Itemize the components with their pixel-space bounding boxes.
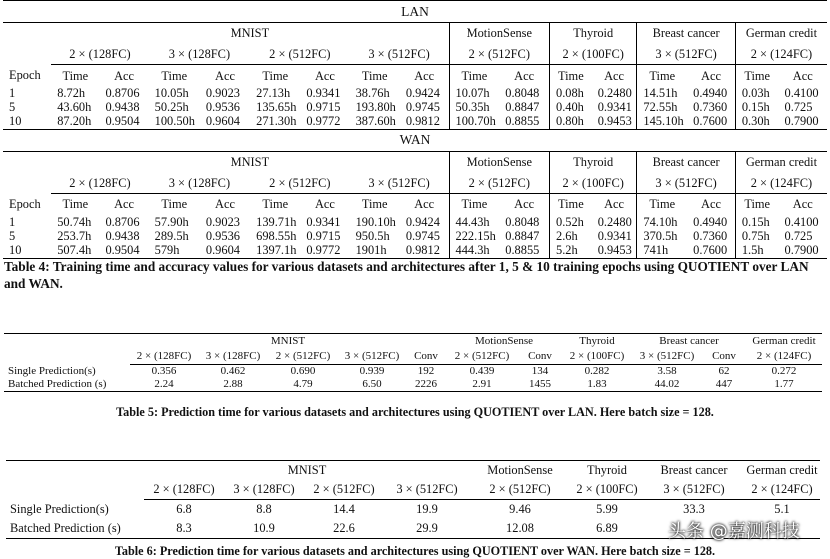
time-header: Time: [262, 68, 289, 83]
value-cell: 2.24: [130, 378, 198, 392]
value-cell: 3.58: [657, 365, 677, 377]
acc-header: Acc: [314, 197, 335, 212]
value-cell: 2226: [406, 378, 446, 392]
value-cell: 2.91: [446, 378, 518, 392]
value-cell: 0.9341: [306, 214, 341, 229]
arch-header: 2 × (512FC): [449, 172, 549, 193]
table-5: [4, 333, 822, 392]
row-label: Single Prediction(s): [8, 364, 96, 377]
value-cell: 0.9424: [405, 214, 440, 229]
arch-header: 2 × (128FC): [51, 172, 148, 193]
value-cell: 0.75h: [735, 229, 778, 243]
value-cell: 0.9772: [300, 115, 349, 130]
value-cell: 0.282: [584, 365, 610, 377]
arch-header: 2 × (100FC): [562, 349, 632, 365]
value-cell: 0.7360: [693, 229, 728, 244]
value-cell: 0.9453: [592, 115, 637, 130]
value-cell: 0.8855: [499, 243, 549, 258]
value-cell: 87.20h: [51, 115, 99, 130]
row-label: Single Prediction(s): [10, 502, 109, 517]
value-cell: 135.65h: [256, 100, 297, 115]
value-cell: 0.9812: [400, 115, 449, 130]
arch-header: 2 × (512FC): [304, 480, 384, 500]
value-cell: 0.7900: [779, 243, 827, 258]
dataset-header: Thyroid: [550, 22, 637, 43]
arch-header: 2 × (100FC): [570, 480, 644, 500]
dataset-header: Breast cancer: [632, 334, 746, 350]
value-cell: 1901h: [350, 243, 400, 258]
value-cell: 0.9536: [205, 100, 240, 115]
table-4: [3, 0, 827, 259]
value-cell: 0.9604: [200, 115, 250, 130]
dataset-header: Thyroid: [562, 334, 632, 350]
arch-header: 2 × (124FC): [735, 172, 827, 193]
table-row: [4, 365, 822, 379]
arch-header: 3 × (128FC): [224, 480, 304, 500]
acc-header: Acc: [792, 68, 813, 83]
value-cell: 0.2480: [597, 214, 632, 229]
arch-header: 3 × (512FC): [350, 172, 449, 193]
value-cell: 193.80h: [355, 100, 396, 115]
arch-header: 3 × (512FC): [384, 480, 470, 500]
value-cell: 100.70h: [449, 115, 499, 130]
value-cell: 0.30h: [735, 115, 778, 130]
value-cell: 0.9745: [405, 229, 440, 244]
value-cell: 444.3h: [449, 243, 499, 258]
value-cell: 0.4100: [784, 86, 819, 101]
value-cell: 0.9715: [306, 229, 341, 244]
value-cell: 74.10h: [637, 215, 687, 229]
row-label: Batched Prediction (s): [6, 519, 144, 539]
time-header: Time: [449, 65, 499, 86]
acc-header: Acc: [215, 197, 235, 212]
value-cell: 50.25h: [154, 100, 189, 115]
value-cell: 0.4940: [693, 214, 728, 229]
arch-header: 2 × (124FC): [735, 44, 827, 65]
value-cell: 12.08: [470, 519, 570, 539]
time-header: Time: [637, 65, 687, 86]
acc-header: Acc: [514, 68, 535, 83]
watermark: 头条 @嘉测科技: [668, 521, 800, 542]
value-cell: 8.3: [144, 519, 224, 539]
arch-header: 2 × (512FC): [268, 349, 338, 365]
time-header: Time: [550, 194, 592, 215]
value-cell: 0.9424: [405, 86, 440, 101]
value-cell: 50.35h: [449, 100, 499, 114]
arch-header: Conv: [518, 349, 562, 365]
value-cell: 0.40h: [550, 100, 592, 114]
value-cell: 192: [417, 365, 435, 377]
dataset-header: Breast cancer: [644, 461, 744, 481]
time-header: Time: [262, 197, 289, 212]
epoch-cell: 10: [3, 243, 51, 258]
dataset-header: Breast cancer: [637, 22, 735, 43]
value-cell: 741h: [637, 243, 687, 258]
arch-header: Conv: [702, 349, 746, 365]
value-cell: 0.4100: [784, 214, 819, 229]
value-cell: 1.83: [562, 378, 632, 392]
epoch-cell: 1: [9, 86, 16, 101]
value-cell: 0.9812: [400, 243, 449, 258]
value-cell: 0.9604: [200, 243, 250, 258]
value-cell: 44.43h: [449, 215, 499, 229]
value-cell: 10.05h: [154, 86, 189, 101]
time-header: Time: [735, 65, 778, 86]
value-cell: 8.8: [256, 502, 272, 517]
table-row: [3, 100, 827, 114]
value-cell: 62: [718, 365, 730, 377]
value-cell: 0.9438: [105, 100, 140, 115]
value-cell: 289.5h: [154, 229, 189, 244]
arch-header: 3 × (512FC): [644, 480, 744, 500]
value-cell: 14.4: [333, 502, 355, 517]
value-cell: 579h: [149, 243, 200, 258]
value-cell: 100.50h: [149, 115, 200, 130]
time-header: Time: [735, 194, 778, 215]
value-cell: 0.7600: [687, 243, 735, 258]
epoch-cell: 5: [9, 229, 16, 244]
wan-data-rows: [3, 215, 827, 258]
time-header: Time: [361, 68, 388, 83]
value-cell: 2.6h: [550, 229, 592, 243]
value-cell: 698.55h: [256, 229, 297, 244]
dataset-header: German credit: [735, 151, 827, 172]
value-cell: 57.90h: [154, 214, 189, 229]
value-cell: 0.462: [220, 365, 246, 377]
value-cell: 0.9504: [99, 115, 148, 130]
table-6-caption: Table 6: Prediction time for various datasets and architectures using QUOTIENT over WAN. Here batch size = 128.: [114, 544, 716, 558]
value-cell: 33.3: [683, 502, 705, 517]
value-cell: 0.15h: [735, 215, 778, 229]
value-cell: 0.7600: [687, 115, 735, 130]
acc-header: Acc: [114, 68, 135, 83]
value-cell: 507.4h: [51, 243, 99, 258]
arch-header: 2 × (512FC): [446, 349, 518, 365]
acc-header: Acc: [514, 197, 535, 212]
dataset-header: MNIST: [130, 334, 446, 350]
value-cell: 0.7360: [693, 100, 728, 115]
value-cell: 22.6: [304, 519, 384, 539]
arch-header: 2 × (124FC): [744, 480, 820, 500]
dataset-header: MotionSense: [470, 461, 570, 481]
time-header: Time: [637, 194, 687, 215]
arch-header: 2 × (512FC): [250, 44, 349, 65]
arch-header: 3 × (512FC): [632, 349, 702, 365]
dataset-header: MotionSense: [446, 334, 562, 350]
arch-header: 2 × (512FC): [470, 480, 570, 500]
epoch-cell: 5: [9, 100, 16, 115]
value-cell: 0.9341: [306, 86, 341, 101]
arch-header: 2 × (100FC): [550, 172, 637, 193]
value-cell: 0.15h: [735, 100, 778, 114]
value-cell: 0.9453: [592, 243, 637, 258]
table-4-caption: Table 4: Training time and accuracy values for various datasets and architectures after 1, 5 & 10 training epochs using QUOTIENT over LAN and WAN.: [4, 259, 809, 291]
value-cell: 4.79: [268, 378, 338, 392]
value-cell: 38.76h: [355, 86, 390, 101]
value-cell: 134: [531, 365, 549, 377]
dataset-header: Thyroid: [550, 151, 637, 172]
value-cell: 0.272: [771, 365, 797, 377]
value-cell: 0.03h: [735, 86, 778, 100]
value-cell: 8.72h: [57, 86, 86, 101]
arch-header-row: [6, 480, 820, 500]
arch-header: 2 × (128FC): [144, 480, 224, 500]
value-cell: 0.80h: [550, 115, 592, 130]
value-cell: 29.9: [384, 519, 470, 539]
table-5-rows: [4, 365, 822, 392]
arch-header: 2 × (100FC): [550, 44, 637, 65]
value-cell: 0.52h: [550, 215, 592, 229]
section-title-wan: WAN: [3, 129, 827, 151]
dataset-header: MNIST: [51, 22, 449, 43]
value-cell: 0.7900: [779, 115, 827, 130]
epoch-header: Epoch: [9, 197, 41, 212]
dataset-header: MNIST: [51, 151, 449, 172]
value-cell: 222.15h: [449, 229, 499, 243]
value-cell: 0.9023: [205, 86, 240, 101]
value-cell: 190.10h: [355, 214, 396, 229]
dataset-header: Breast cancer: [637, 151, 735, 172]
time-header: Time: [449, 194, 499, 215]
dataset-header: MotionSense: [449, 151, 549, 172]
value-cell: 0.9341: [597, 100, 632, 115]
value-cell: 10.9: [224, 519, 304, 539]
value-cell: 44.02: [632, 378, 702, 392]
arch-header: Conv: [406, 349, 446, 365]
value-cell: 1455: [518, 378, 562, 392]
value-cell: 5.2h: [550, 243, 592, 258]
epoch-cell: 10: [3, 115, 51, 130]
acc-header: Acc: [604, 68, 625, 83]
arch-header: 3 × (512FC): [637, 172, 735, 193]
column-header-row: [3, 65, 827, 86]
value-cell: 2.88: [198, 378, 268, 392]
acc-header: Acc: [414, 197, 435, 212]
value-cell: 0.939: [359, 365, 385, 377]
section-title-lan: LAN: [3, 1, 827, 23]
value-cell: 139.71h: [256, 214, 297, 229]
time-header: Time: [62, 68, 89, 83]
dataset-header: German credit: [735, 22, 827, 43]
arch-header: 3 × (512FC): [637, 44, 735, 65]
value-cell: 0.2480: [597, 86, 632, 101]
value-cell: 5.1: [774, 502, 790, 517]
value-cell: 10.07h: [449, 86, 499, 100]
acc-header: Acc: [701, 197, 721, 212]
value-cell: 0.9023: [205, 214, 240, 229]
arch-header-row: [4, 349, 822, 365]
value-cell: 0.690: [290, 365, 316, 377]
value-cell: 1397.1h: [250, 243, 300, 258]
value-cell: 0.08h: [550, 86, 592, 100]
value-cell: 72.55h: [637, 100, 687, 114]
value-cell: 0.9536: [205, 229, 240, 244]
table-5-caption: Table 5: Prediction time for various datasets and architectures using QUOTIENT over LAN. Here batch size = 128.: [116, 405, 714, 419]
value-cell: 9.46: [509, 502, 531, 517]
arch-header: 2 × (128FC): [130, 349, 198, 365]
arch-header: 3 × (128FC): [198, 349, 268, 365]
value-cell: 43.60h: [57, 100, 92, 115]
value-cell: 0.439: [469, 365, 495, 377]
value-cell: 0.725: [784, 100, 813, 115]
value-cell: 0.4940: [693, 86, 728, 101]
table-row: [3, 215, 827, 229]
value-cell: 370.5h: [637, 229, 687, 243]
arch-header: 2 × (512FC): [250, 172, 349, 193]
dataset-header: MNIST: [144, 461, 470, 481]
epoch-header: Epoch: [9, 68, 41, 83]
value-cell: 27.13h: [256, 86, 291, 101]
table-row: [4, 378, 822, 392]
value-cell: 0.725: [784, 229, 813, 244]
acc-header: Acc: [314, 68, 335, 83]
dataset-header: German credit: [746, 334, 822, 350]
dataset-header: German credit: [744, 461, 820, 481]
acc-header: Acc: [215, 68, 235, 83]
arch-header: 3 × (128FC): [149, 44, 250, 65]
lan-data-rows: [3, 86, 827, 129]
value-cell: 0.8048: [505, 214, 540, 229]
arch-header: 2 × (512FC): [449, 44, 549, 65]
value-cell: 6.50: [338, 378, 406, 392]
table-row: [3, 229, 827, 243]
table-row: [3, 115, 827, 130]
value-cell: 387.60h: [350, 115, 400, 130]
time-header: Time: [161, 68, 188, 83]
epoch-cell: 1: [9, 214, 16, 229]
value-cell: 0.9341: [597, 229, 632, 244]
value-cell: 0.8048: [505, 86, 540, 101]
value-cell: 0.8706: [105, 214, 140, 229]
value-cell: 6.8: [176, 502, 192, 517]
value-cell: 0.8855: [499, 115, 549, 130]
arch-header: 3 × (512FC): [350, 44, 449, 65]
row-label: Batched Prediction (s): [4, 378, 130, 392]
value-cell: 950.5h: [355, 229, 390, 244]
table-row: [3, 243, 827, 258]
arch-header: 3 × (512FC): [338, 349, 406, 365]
acc-header: Acc: [701, 68, 721, 83]
value-cell: 14.51h: [637, 86, 687, 100]
value-cell: 0.356: [151, 365, 177, 377]
value-cell: 447: [702, 378, 746, 392]
value-cell: 6.89: [570, 519, 644, 539]
value-cell: 50.74h: [57, 214, 92, 229]
value-cell: 0.9504: [99, 243, 148, 258]
arch-header: 3 × (128FC): [149, 172, 250, 193]
time-header: Time: [361, 197, 388, 212]
acc-header: Acc: [114, 197, 135, 212]
value-cell: 145.10h: [637, 115, 687, 130]
value-cell: 19.9: [416, 502, 438, 517]
time-header: Time: [161, 197, 188, 212]
dataset-header: Thyroid: [570, 461, 644, 481]
acc-header: Acc: [604, 197, 625, 212]
table-row: [3, 86, 827, 100]
dataset-header: MotionSense: [449, 22, 549, 43]
value-cell: 271.30h: [250, 115, 300, 130]
value-cell: 0.8706: [105, 86, 140, 101]
acc-header: Acc: [792, 197, 813, 212]
column-header-row: [3, 194, 827, 215]
time-header: Time: [62, 197, 89, 212]
arch-header: 2 × (124FC): [746, 349, 822, 365]
value-cell: 1.77: [746, 378, 822, 392]
value-cell: 0.9438: [105, 229, 140, 244]
value-cell: 5.99: [596, 502, 618, 517]
value-cell: 0.9715: [306, 100, 341, 115]
acc-header: Acc: [414, 68, 435, 83]
value-cell: 1.5h: [735, 243, 778, 258]
value-cell: 0.9745: [405, 100, 440, 115]
value-cell: 0.9772: [300, 243, 349, 258]
value-cell: 0.8847: [505, 229, 540, 244]
arch-header: 2 × (128FC): [51, 44, 148, 65]
value-cell: 0.8847: [505, 100, 540, 115]
time-header: Time: [550, 65, 592, 86]
value-cell: 253.7h: [57, 229, 92, 244]
